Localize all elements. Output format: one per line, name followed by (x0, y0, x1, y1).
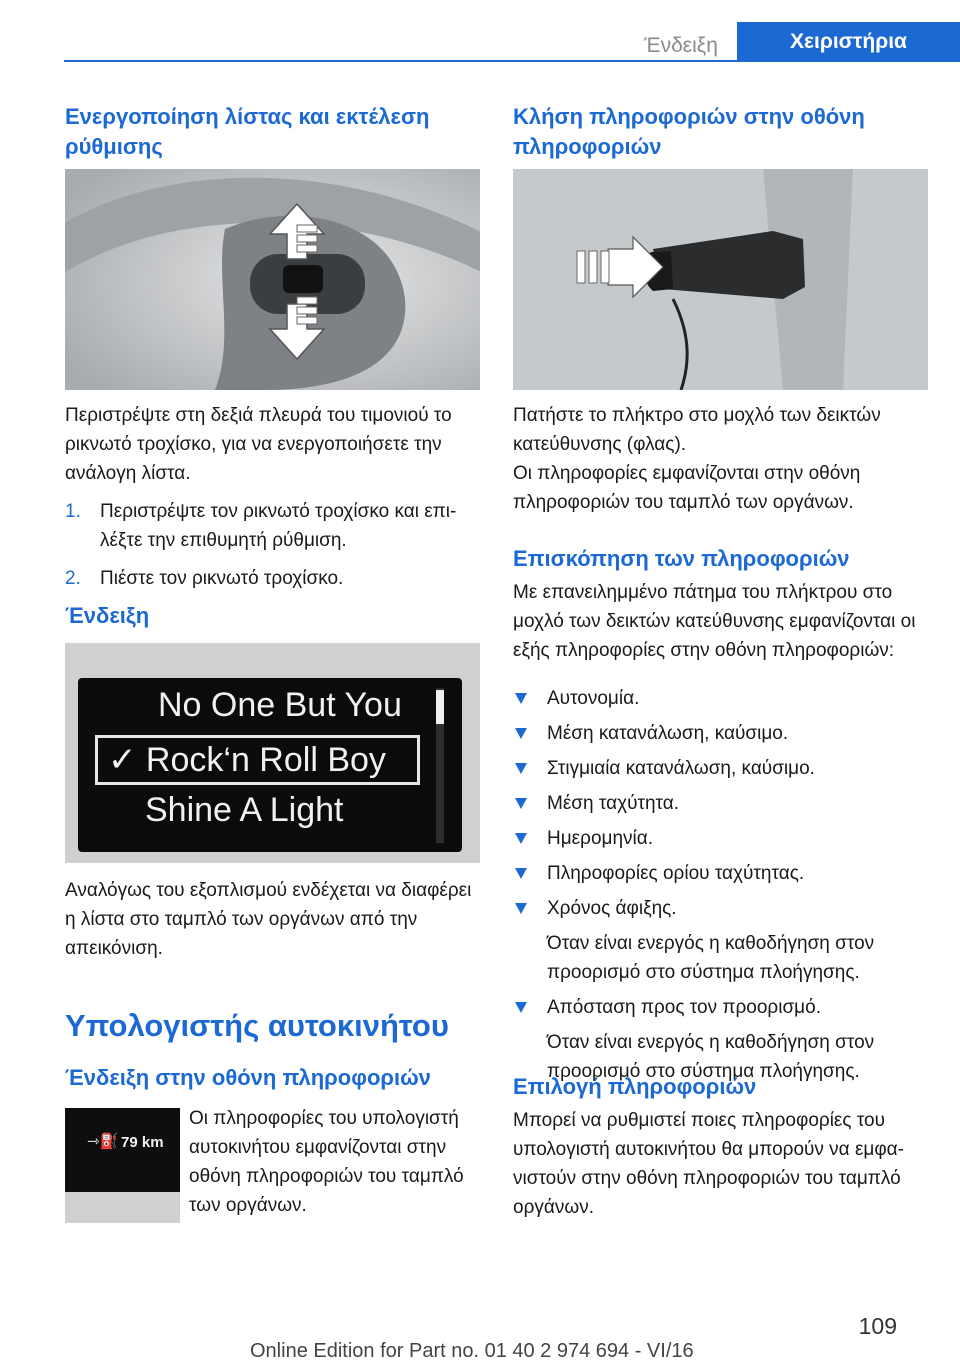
triangle-bullet-icon (515, 763, 527, 774)
step-number: 2. (65, 568, 81, 589)
bullet-item (513, 754, 928, 783)
steering-wheel-figure (65, 169, 480, 390)
scrollbar-thumb (436, 690, 444, 724)
bullet-item (513, 824, 928, 853)
range-value: 79 km (121, 1134, 164, 1151)
bullet-item (513, 789, 928, 818)
header-chapter-tab: Χειριστήρια (737, 22, 960, 62)
triangle-bullet-icon (515, 903, 527, 914)
para-onboard-info: Οι πληροφορίες του υπολογιστή αυτοκινήτου εμφανίζονται στην οθόνη πληροφοριών του ταμπλό των οργάνων. (189, 1108, 464, 1216)
heading-call-info: Κλήση πληροφοριών στην οθόνη πληροφοριών (513, 104, 865, 159)
bullet-item (513, 684, 928, 713)
cluster-mini-display (65, 1108, 180, 1192)
heading-info-overview: Επισκόπηση των πληροφοριών (513, 546, 850, 571)
bullet-item (513, 719, 928, 748)
bullet-text: Μέση κατανάλωση, καύσιμο. (547, 723, 789, 744)
heading-display: Ένδειξη (65, 603, 150, 628)
bullet-item (513, 859, 928, 888)
para-rotate-wheel: Περιστρέψτε στη δεξιά πλευρά του τιμονιού το ρικνωτό τροχίσκο, για να ενεργοποιήσετε την ανάλογη λίστα. (65, 405, 452, 484)
triangle-bullet-icon (515, 693, 527, 704)
para-configure-info: Μπορεί να ρυθμιστεί ποιες πληροφορίες του υπολογιστή αυτοκινήτου θα μπορούν να εμφανιστούν στην οθόνη πληροφοριών του ταμπλό οργάνων. (513, 1110, 904, 1218)
range-display-figure (65, 1108, 180, 1223)
heading-activate-list: Ενεργοποίηση λίστας και εκτέλεση ρύθμισης (65, 104, 430, 159)
bullet-text: Αυτονομία. (547, 688, 640, 709)
bullet-text: Απόσταση προς τον προορισμό. (547, 997, 821, 1018)
triangle-bullet-icon (515, 1002, 527, 1013)
para-press-button: Πατήστε το πλήκτρο στο μοχλό των δεικτών κατεύθυνσης (φλας). (513, 405, 881, 455)
triangle-bullet-icon (515, 728, 527, 739)
step-text: Πιέστε τον ρικνωτό τροχίσκο. (100, 568, 344, 589)
list-entry: Shine A Light (145, 791, 344, 829)
steps-list (65, 497, 480, 602)
edition-footer: Online Edition for Part no. 01 40 2 974 694 - VI/16 (250, 1340, 694, 1362)
bullet-subtext: Όταν είναι ενεργός η καθοδήγηση στον προορισμό στο σύστημα πλοήγησης. (547, 1032, 875, 1082)
fuel-pump-icon: ⇾⛽ (87, 1133, 119, 1150)
title-onboard-computer: Υπολογιστής αυτοκινήτου (65, 1008, 449, 1043)
bullet-text: Στιγμιαία κατανάλωση, καύσιμο. (547, 758, 815, 779)
para-list-may-differ: Αναλόγως του εξοπλισμού ενδέχεται να διαφέρει η λίστα στο ταμπλό των οργάνων από την απεικόνιση. (65, 880, 472, 959)
step-item (65, 564, 480, 593)
step-text: Περιστρέψτε τον ρικνωτό τροχίσκο και επιλέξτε την επιθυμητή ρύθμιση. (100, 501, 457, 551)
bullet-subtext: Όταν είναι ενεργός η καθοδήγηση στον προορισμό στο σύστημα πλοήγησης. (547, 933, 875, 983)
triangle-bullet-icon (515, 798, 527, 809)
step-number: 1. (65, 501, 81, 522)
turn-signal-lever-figure (513, 169, 928, 390)
turn-signal-lever-illustration (513, 169, 928, 390)
list-display-figure (65, 643, 480, 863)
bullet-text: Μέση ταχύτητα. (547, 793, 680, 814)
bullet-text: Πληροφορίες ορίου ταχύτητας. (547, 863, 805, 884)
triangle-bullet-icon (515, 868, 527, 879)
list-entry-selected: ✓ Rock‘n Roll Boy (108, 741, 386, 779)
heading-select-info: Επιλογή πληροφοριών (513, 1074, 757, 1099)
header-section: Ένδειξη (644, 34, 718, 57)
info-bullet-list (513, 684, 928, 1092)
triangle-bullet-icon (515, 833, 527, 844)
steering-wheel-illustration (65, 169, 480, 390)
para-info-shown: Οι πληροφορίες εμφανίζονται στην οθόνη πληροφοριών του ταμπλό των οργάνων. (513, 463, 861, 513)
step-item (65, 497, 480, 555)
bullet-text: Ημερομηνία. (547, 828, 654, 849)
para-repeated-press: Με επανειλημμένο πάτημα του πλήκτρου στο μοχλό των δεικτών κατεύθυνσης εμφανίζονται οι εξής πληροφορίες στην οθόνη πληροφοριών: (513, 582, 916, 661)
bullet-item (513, 894, 928, 987)
page-number: 109 (858, 1313, 897, 1339)
bullet-text: Χρόνος άφιξης. (547, 898, 677, 919)
cluster-display (78, 678, 462, 852)
list-entry: No One But You (158, 686, 402, 724)
header-rule (64, 60, 960, 62)
heading-display-info: Ένδειξη στην οθόνη πληροφοριών (65, 1065, 431, 1090)
